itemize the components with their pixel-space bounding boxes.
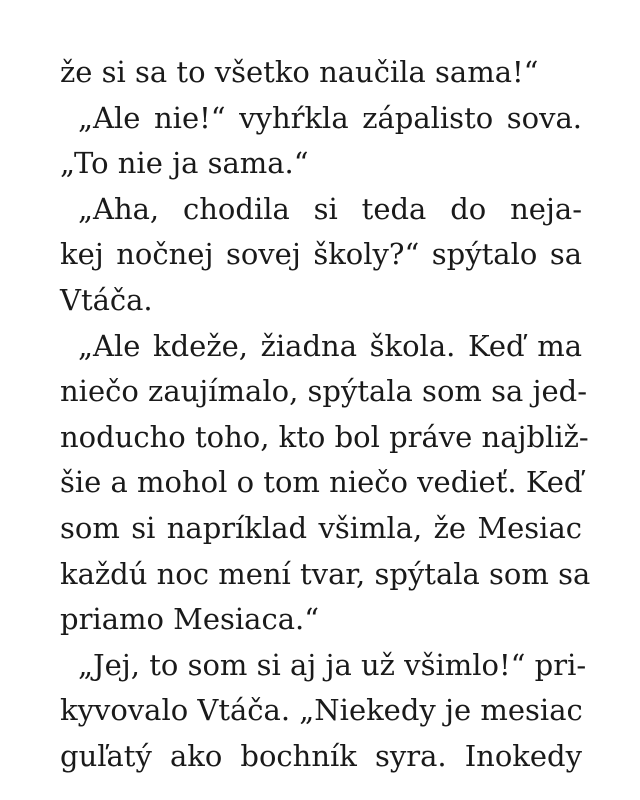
text-line: „Ale kdeže, žiadna škola. Keď ma: [78, 328, 582, 363]
text-line: „To nie ja sama.“: [60, 146, 309, 181]
text-line: „Ale nie!“ vyhŕkla zápalisto sova.: [78, 100, 582, 135]
text-line: kyvovalo Vtáča. „Niekedy je mesiac: [60, 693, 583, 728]
text-line: každú noc mení tvar, spýtala som sa: [60, 556, 591, 591]
text-line: guľatý ako bochník syra. Inokedy: [60, 738, 582, 773]
text-line: „Aha, chodila si teda do neja-: [78, 191, 582, 226]
text-line: som si napríklad všimla, že Mesiac: [60, 510, 582, 545]
text-line: Vtáča.: [60, 282, 153, 317]
text-line: šie a mohol o tom niečo vedieť. Keď: [60, 465, 583, 500]
text-line: kej nočnej sovej školy?“ spýtalo sa: [60, 237, 582, 272]
text-line: priamo Mesiaca.“: [60, 602, 320, 637]
text-line: noducho toho, kto bol práve najbliž-: [60, 419, 589, 454]
text-line: „Jej, to som si aj ja už všimlo!“ pri-: [78, 647, 587, 682]
book-page-text: [60, 50, 591, 780]
text-line: niečo zaujímalo, spýtala som sa jed-: [60, 374, 588, 409]
text-line: že si sa to všetko naučila sama!“: [60, 55, 539, 89]
